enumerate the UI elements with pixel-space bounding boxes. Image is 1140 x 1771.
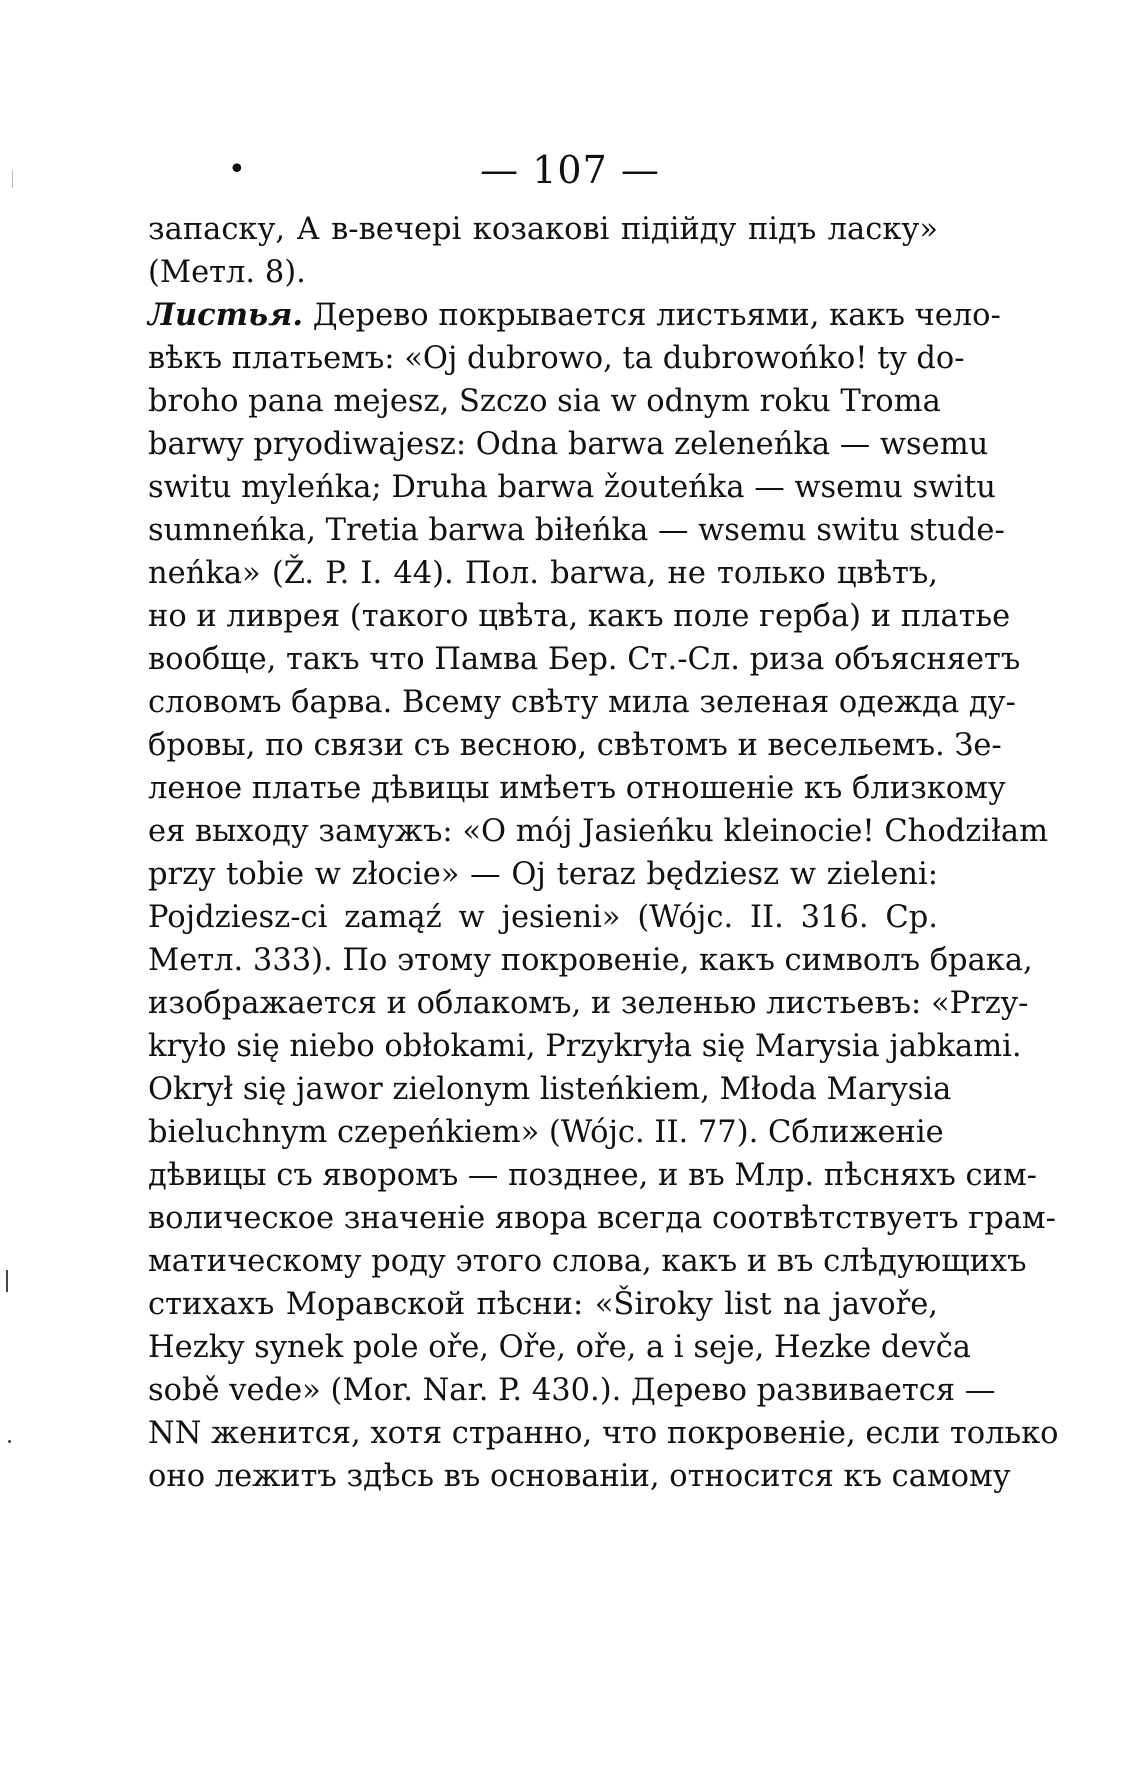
text-line: стихахъ Моравской пѣсни: «Široky list na javoře, xyxy=(148,1287,938,1322)
header-dot: • xyxy=(228,152,247,187)
text-line: волическое значеніе явора всегда соотвѣтствуетъ грам- xyxy=(148,1201,1056,1236)
text-line: kryło się niebo obłokami, Przykryła się Marysia jabkami. xyxy=(148,1029,1022,1064)
text-line: но и ливрея (такого цвѣта, какъ поле герба) и платье xyxy=(148,599,1011,634)
text-line: NN женится, хотя странно, что покровеніе, если только xyxy=(148,1416,1059,1451)
text-line: sumneńka, Tretia barwa biłeńka — wsemu switu stude- xyxy=(148,513,1005,548)
body-text xyxy=(148,208,1059,1498)
text-line: sobě vede» (Mor. Nar. P. 430.). Дерево развивается — xyxy=(148,1373,996,1408)
header-dash-left: — xyxy=(480,148,533,192)
text-line: дѣвицы съ яворомъ — позднее, и въ Млр. пѣсняхъ сим- xyxy=(148,1158,1037,1193)
text-line: Hezky synek pole oře, Oře, oře, a i seje, Hezke devča xyxy=(148,1330,971,1365)
text-line: przy tobie w złocie» — Oj teraz będziesz w zieleni: xyxy=(148,857,938,892)
header-dash-right: — xyxy=(607,148,660,192)
text-line: switu myleńka; Druha barwa žouteńka — wsemu switu xyxy=(148,470,996,505)
text-line: изображается и облакомъ, и зеленью листьевъ: «Przy- xyxy=(148,986,1029,1021)
margin-mark xyxy=(6,1270,8,1292)
margin-mark xyxy=(8,1440,11,1443)
text-line: neńka» (Ž. P. I. 44). Пол. barwa, не только цвѣтъ, xyxy=(148,556,938,591)
text-line: barwy pryodiwajesz: Odna barwa zeleneńka — wsemu xyxy=(148,427,989,462)
text-line: Pojdziesz-ci zamąź w jesieni» (Wójc. II. 316. Ср. xyxy=(148,900,938,935)
headword: Листья. xyxy=(148,297,304,333)
page-number: 107 xyxy=(532,148,608,192)
text-line: вообще, такъ что Памва Бер. Ст.-Сл. риза объясняетъ xyxy=(148,642,1021,677)
page-header xyxy=(0,148,1140,192)
text-line xyxy=(148,294,1001,337)
text-line: запаску, А в-вечері козакові підійду підъ ласку» xyxy=(148,212,938,247)
text-line: Okrył się jawor zielonym listeńkiem, Młoda Marysia xyxy=(148,1072,952,1107)
text-line: вѣкъ платьемъ: «Oj dubrowo, ta dubrowońko! ty do- xyxy=(148,341,965,376)
text-line: (Метл. 8). xyxy=(148,255,306,290)
margin-mark xyxy=(12,170,13,188)
text-line: ея выходу замужъ: «O mój Jasieńku kleinocie! Chodziłam xyxy=(148,814,1049,849)
text-line: broho pana mejesz, Szczo sia w odnym roku Troma xyxy=(148,384,941,419)
text-line: леное платье дѣвицы имѣетъ отношеніе къ близкому xyxy=(148,771,1006,806)
text-line: оно лежитъ здѣсь въ основаніи, относится къ самому xyxy=(148,1459,1011,1494)
text-line: Метл. 333). По этому покровеніе, какъ символъ брака, xyxy=(148,943,1033,978)
text-line-rest: Дерево покрывается листьями, какъ чело- xyxy=(303,298,1001,333)
text-line: бровы, по связи съ весною, свѣтомъ и весельемъ. Зе- xyxy=(148,728,1002,763)
text-line: bieluchnym czepeńkiem» (Wójc. II. 77). Сближеніе xyxy=(148,1115,944,1150)
text-line: матическому роду этого слова, какъ и въ слѣдующихъ xyxy=(148,1244,1027,1279)
text-line: словомъ барва. Всему свѣту мила зеленая одежда ду- xyxy=(148,685,1016,720)
